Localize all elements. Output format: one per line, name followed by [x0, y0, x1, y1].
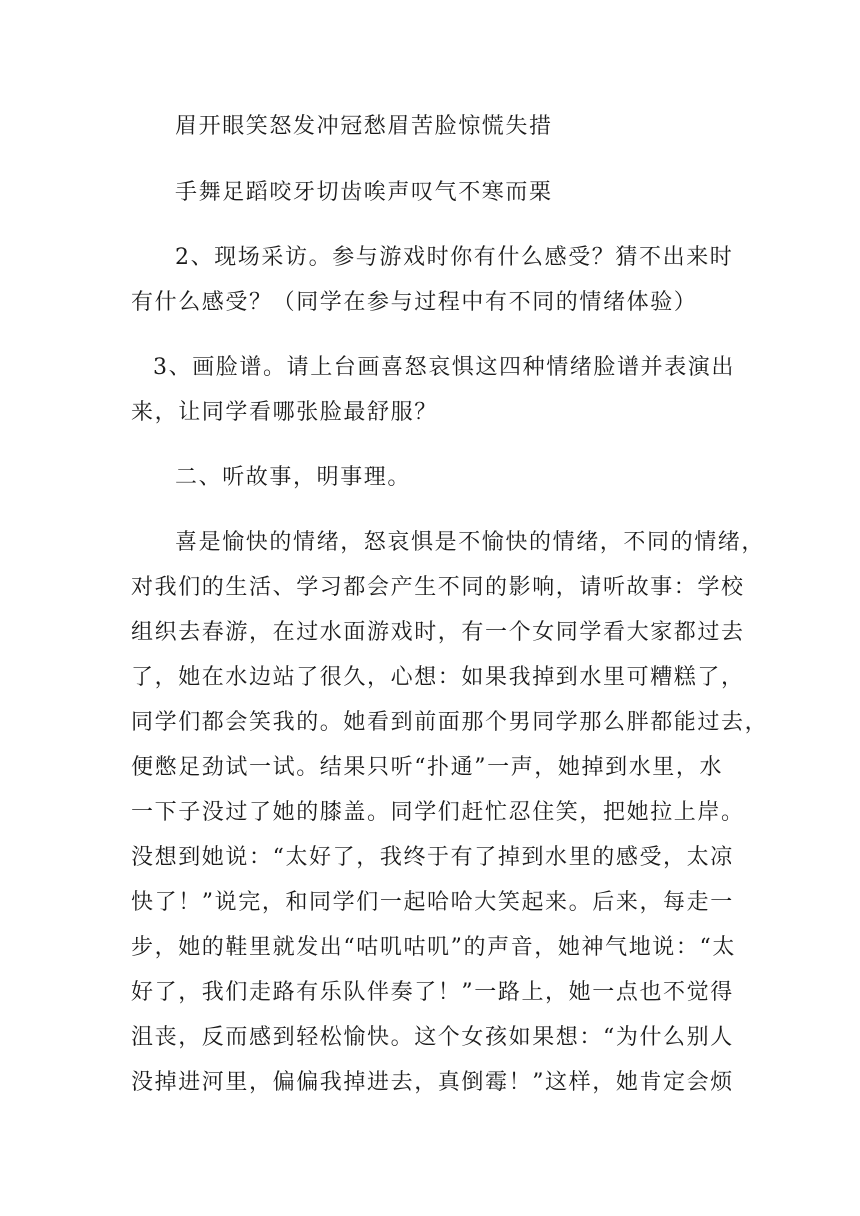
section-heading: 二、听故事，明事理。 — [175, 465, 412, 490]
paragraph-3-line-1: 3、画脸谱。请上台画喜怒哀惧这四种情绪脸谱并表演出 — [153, 355, 735, 380]
story-line-10: 步，她的鞋里就发出“咕叽咕叽”的声音，她神气地说：“太 — [131, 935, 736, 960]
paragraph-3-line-2: 来，让同学看哪张脸最舒服？ — [131, 400, 438, 425]
story-line-7: 一下子没过了她的膝盖。同学们赶忙忍住笑，把她拉上岸。 — [131, 800, 745, 825]
story-line-2: 对我们的生活、学习都会产生不同的影响，请听故事：学校 — [131, 575, 745, 600]
story-line-1: 喜是愉快的情绪，怒哀惧是不愉快的情绪，不同的情绪， — [175, 530, 766, 555]
paragraph-2-line-1: 2、现场采访。参与游戏时你有什么感受？猜不出来时 — [175, 245, 734, 270]
story-line-8: 没想到她说：“太好了，我终于有了掉到水里的感受，太凉 — [131, 845, 734, 870]
paragraph-2-line-2: 有什么感受？（同学在参与过程中有不同的情绪体验） — [131, 290, 698, 315]
story-line-6: 便憋足劲试一试。结果只听“扑通”一声，她掉到水里，水 — [131, 755, 724, 780]
idiom-line-2: 手舞足蹈咬牙切齿唉声叹气不寒而栗 — [175, 180, 553, 205]
story-line-9: 快了！”说完，和同学们一起哈哈大笑起来。后来，每走一 — [131, 890, 734, 915]
story-line-13: 没掉进河里，偏偏我掉进去，真倒霉！”这样，她肯定会烦 — [131, 1070, 734, 1095]
story-line-11: 好了，我们走路有乐队伴奏了！”一路上，她一点也不觉得 — [131, 980, 734, 1005]
story-line-4: 了，她在水边站了很久，心想：如果我掉到水里可糟糕了， — [131, 665, 745, 690]
story-line-3: 组织去春游，在过水面游戏时，有一个女同学看大家都过去 — [131, 620, 745, 645]
story-line-12: 沮丧，反而感到轻松愉快。这个女孩如果想：“为什么别人 — [131, 1025, 734, 1050]
story-line-5: 同学们都会笑我的。她看到前面那个男同学那么胖都能过去， — [131, 710, 769, 735]
idiom-line-1: 眉开眼笑怒发冲冠愁眉苦脸惊慌失措 — [175, 114, 553, 139]
